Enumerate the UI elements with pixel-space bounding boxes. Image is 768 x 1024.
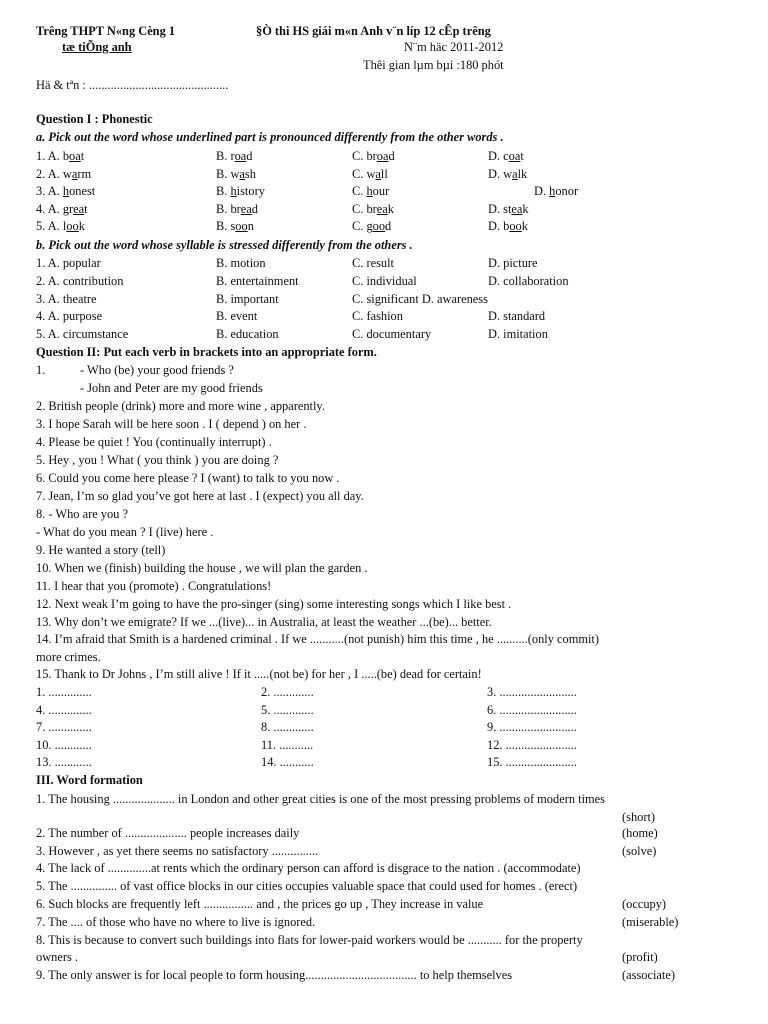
q1b-option: C. significant D. awareness — [352, 291, 488, 306]
q2-item: 7. Jean, I’m so glad you’ve got here at last . I (expect) you all day. — [36, 489, 364, 503]
underlined-sound: a — [239, 166, 245, 181]
school-year: N¨m häc 2011-2012 — [404, 40, 504, 54]
q1b-option: B. motion — [216, 256, 266, 270]
q1b-option: D. collaboration — [488, 273, 569, 288]
q1b-option: C. individual — [352, 273, 417, 288]
q2-item: 5. Hey , you ! What ( you think ) you are doing ? — [36, 453, 279, 467]
q1a-option: 1. A. boat — [36, 149, 85, 163]
q3-item: owners . — [36, 950, 78, 964]
q1a-instruction: a. Pick out the word whose underlined part is pronounced differently from the other words . — [36, 130, 504, 144]
underlined-sound: ea — [240, 201, 252, 216]
q2-answer-blank: 8. ............. — [261, 720, 314, 735]
q1a-option: C. hour — [352, 184, 390, 199]
underlined-sound: a — [71, 166, 78, 181]
underlined-sound: ea — [511, 201, 523, 216]
q1a-option: B. wash — [216, 166, 256, 181]
q1a-option: D. steak — [488, 201, 529, 216]
underlined-sound: ea — [376, 201, 388, 216]
q2-item14-line2: more crimes. — [36, 650, 101, 664]
q2-answer-blank: 12. ....................... — [487, 737, 577, 752]
q2-answer-blank: 7. .............. — [36, 720, 92, 735]
q1b-option: B. education — [216, 327, 279, 342]
q1a-option: B. bread — [216, 201, 258, 216]
q2-item14-line1: 14. I’m afraid that Smith is a hardened criminal . If we ...........(not punish) him this time , he ..........(only commit) — [36, 632, 599, 646]
q2-item: 2. British people (drink) more and more wine , apparently. — [36, 399, 325, 413]
q2-item: 4. Please be quiet ! You (continually interrupt) . — [36, 435, 272, 449]
q2-item: 12. Next weak I’m going to have the pro-singer (sing) some interesting songs which I like best . — [36, 597, 512, 611]
underlined-sound: oa — [69, 149, 81, 163]
q3-word-hint: (solve) — [622, 844, 657, 858]
name-field: Hä & tªn : ............................................. — [36, 78, 229, 92]
q2-item1-answer: - John and Peter are my good friends — [80, 381, 263, 395]
exam-duration: Thêi gian lµm bµi :180 phót — [363, 58, 504, 72]
q3-heading: III. Word formation — [36, 773, 143, 787]
q2-answer-blank: 9. ......................... — [487, 720, 577, 735]
underlined-sound: oo — [66, 219, 79, 234]
q1b-instruction: b. Pick out the word whose syllable is stressed differently from the others . — [36, 238, 413, 252]
q3-word-hint: (profit) — [622, 950, 658, 964]
q3-item: 4. The lack of ..............at rents which the ordinary person can afford is disgrace to the nation . (accommodate) — [36, 861, 581, 875]
underlined-sound: oo — [372, 219, 386, 234]
q1a-option: B. soon — [216, 219, 254, 234]
q3-item: 1. The housing .................... in London and other great cities is one of the most pressing problems of modern times — [36, 792, 605, 806]
q1a-option: D. coat — [488, 149, 524, 163]
q3-word-hint: (occupy) — [622, 897, 667, 911]
underlined-sound: h — [366, 184, 373, 199]
q1b-option: C. result — [352, 256, 394, 270]
department-name: tæ tiÕng anh — [62, 40, 132, 54]
q1a-option: C. broad — [352, 149, 395, 163]
q1a-option: B. history — [216, 184, 265, 199]
q2-item: 13. Why don’t we emigrate? If we ...(live)... in Australia, at least the weather ...(be)... better. — [36, 615, 492, 629]
q1b-option: 5. A. circumstance — [36, 327, 129, 342]
q1a-option: 2. A. warm — [36, 166, 92, 181]
q1b-option: D. imitation — [488, 327, 548, 342]
q2-item: 9. He wanted a story (tell) — [36, 543, 166, 557]
underlined-sound: oo — [235, 219, 248, 234]
q1a-option: C. good — [352, 219, 392, 234]
q2-answer-blank: 4. .............. — [36, 702, 92, 717]
q2-heading: Question II: Put each verb in brackets into an appropriate form. — [36, 345, 377, 359]
q1a-option: 4. A. great — [36, 201, 88, 216]
q1a-option: C. break — [352, 201, 394, 216]
q1a-option: 3. A. honest — [36, 184, 96, 199]
q1a-option: 5. A. look — [36, 219, 85, 234]
q1a-option: D. walk — [488, 166, 528, 181]
q1b-option: 1. A. popular — [36, 256, 101, 270]
q3-word-hint: (short) — [622, 810, 656, 824]
q1b-option: C. fashion — [352, 309, 403, 324]
q2-answer-blank: 14. ........... — [261, 755, 314, 770]
underlined-sound: a — [512, 166, 518, 181]
q2-item: 10. When we (finish) building the house , we will plan the garden . — [36, 561, 368, 575]
q1b-option: 4. A. purpose — [36, 309, 103, 324]
underlined-sound: oa — [508, 149, 521, 163]
q2-answer-blank: 13. ............ — [36, 755, 92, 770]
q1b-option: D. picture — [488, 256, 538, 270]
q3-item: 2. The number of .................... people increases daily — [36, 826, 300, 840]
q1b-option: C. documentary — [352, 327, 432, 342]
q1-heading: Question I : Phonestic — [36, 112, 153, 126]
underlined-sound: h — [230, 184, 237, 199]
q1a-option: D. honor — [534, 184, 579, 199]
q2-item: - What do you mean ? I (live) here . — [36, 525, 214, 539]
q1b-option: D. standard — [488, 309, 546, 324]
underlined-sound: ea — [73, 201, 85, 216]
underlined-sound: a — [375, 166, 381, 181]
q3-item: 9. The only answer is for local people to form housing.................................... to help themselves — [36, 968, 513, 982]
school-name: Trêng THPT N«ng Cèng 1 — [36, 24, 176, 38]
q1b-option: B. important — [216, 291, 279, 306]
q2-answer-blank: 6. ......................... — [487, 702, 577, 717]
q1b-option: 2. A. contribution — [36, 273, 124, 288]
q3-item: 8. This is because to convert such buildings into flats for lower-paid workers would be ........... for the property — [36, 933, 583, 947]
q2-item: 11. I hear that you (promote) . Congratulations! — [36, 579, 272, 593]
q1a-option: D. book — [488, 219, 528, 234]
underlined-sound: oa — [234, 149, 247, 163]
q2-answer-blank: 3. ......................... — [487, 685, 577, 699]
q1b-option: B. event — [216, 309, 258, 324]
q3-item: 5. The ............... of vast office blocks in our cities occupies valuable space that could used for homes . (erect) — [36, 879, 578, 893]
q3-item: 7. The .... of those who have no where to live is ignored. — [36, 915, 316, 929]
q2-item1-number: 1. — [36, 363, 46, 377]
q3-item: 6. Such blocks are frequently left ................ and , the prices go up , They increase in value — [36, 897, 484, 911]
exam-title: §Ò thi HS giái m«n Anh v¨n líp 12 cÊp trêng — [256, 24, 491, 38]
q2-answer-blank: 15. ....................... — [487, 755, 577, 770]
q2-item: 6. Could you come here please ? I (want) to talk to you now . — [36, 471, 340, 485]
q2-item: 3. I hope Sarah will be here soon . I ( depend ) on her . — [36, 417, 307, 431]
q3-word-hint: (home) — [622, 826, 658, 840]
q2-answer-blank: 5. ............. — [261, 702, 314, 717]
underlined-sound: oo — [509, 219, 522, 234]
underlined-sound: h — [549, 184, 556, 199]
q3-word-hint: (associate) — [622, 968, 675, 982]
q2-item: 8. - Who are you ? — [36, 507, 128, 521]
q2-answer-blank: 11. ........... — [261, 737, 314, 752]
q2-answer-blank: 10. ............ — [36, 737, 92, 752]
q1b-option: 3. A. theatre — [36, 291, 97, 306]
q2-answer-blank: 1. .............. — [36, 685, 92, 699]
q1b-option: B. entertainment — [216, 273, 299, 288]
q2-item15: 15. Thank to Dr Johns , I’m still alive ! If it .....(not be) for her , I .....(be) dead for certain! — [36, 667, 482, 681]
underlined-sound: h — [62, 184, 70, 199]
q3-word-hint: (miserable) — [622, 915, 679, 929]
q1a-option: B. road — [216, 149, 253, 163]
q1a-option: C. wall — [352, 166, 388, 181]
q3-item: 3. However , as yet there seems no satisfactory ............... — [36, 844, 319, 858]
q2-item1-question: - Who (be) your good friends ? — [80, 363, 234, 377]
underlined-sound: oa — [376, 149, 389, 163]
q2-answer-blank: 2. ............. — [261, 685, 314, 699]
